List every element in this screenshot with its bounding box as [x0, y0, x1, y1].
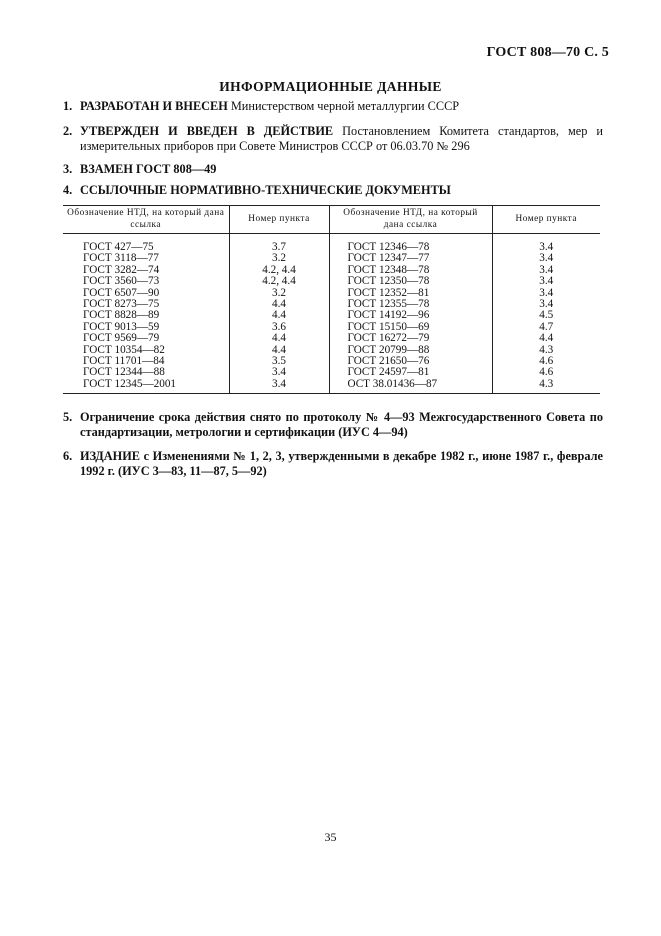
- designation-cell: ГОСТ 8828—89: [63, 310, 229, 321]
- item-lead: ИЗДАНИЕ: [80, 449, 140, 463]
- table-body: [63, 234, 600, 394]
- clause-cell: 3.6: [229, 322, 329, 333]
- clause-cell: 3.4: [539, 252, 554, 265]
- clause-cell: 4.6: [539, 366, 554, 379]
- clause-cell: 3.2: [229, 288, 329, 299]
- designation-cell: ГОСТ 8273—75: [63, 299, 229, 310]
- clause-cell: 4.2, 4.4: [229, 265, 329, 276]
- clause-cell: 3.4: [539, 241, 554, 253]
- designation-cell: ГОСТ 20799—88: [329, 345, 492, 356]
- clause-cell: 4.4: [229, 333, 329, 344]
- designation-cell: ГОСТ 12344—88: [63, 367, 229, 378]
- table-header-row: [63, 206, 600, 234]
- item-number: 5.: [63, 410, 73, 424]
- designation-cell: ГОСТ 16272—79: [329, 333, 492, 344]
- clause-cell: 3.4: [539, 263, 554, 276]
- designation-cell: ОСТ 38.01436—87: [329, 379, 492, 394]
- designation-cell: ГОСТ 11701—84: [63, 356, 229, 367]
- designation-cell: ГОСТ 12350—78: [329, 276, 492, 287]
- clause-cell: 3.4: [539, 286, 554, 299]
- designation-cell: ГОСТ 9569—79: [63, 333, 229, 344]
- designation-cell: ГОСТ 6507—90: [63, 288, 229, 299]
- page-header: ГОСТ 808—70 С. 5: [486, 45, 609, 60]
- clause-cell: 4.3: [539, 343, 554, 356]
- item-text: Постановлением Комитета стандартов, мер и измерительных приборов при Совете Министров СССР от 06.03.70 № 296: [80, 124, 603, 153]
- item-text: Министерством черной металлургии СССР: [227, 99, 460, 113]
- clause-cell: 3.2: [229, 253, 329, 264]
- info-item-edition: [63, 449, 603, 479]
- item-lead: РАЗРАБОТАН И ВНЕСЕН: [80, 99, 228, 113]
- table-row: [63, 379, 600, 394]
- column-header-designation: Обозначение НТД, на который дана ссылка: [63, 206, 229, 234]
- item-lead: ССЫЛОЧНЫЕ НОРМАТИВНО-ТЕХНИЧЕСКИЕ ДОКУМЕНТЫ: [80, 183, 451, 197]
- designation-cell: ГОСТ 21650—76: [329, 356, 492, 367]
- item-number: 1.: [63, 99, 73, 113]
- clause-cell: 3.4: [539, 275, 554, 288]
- designation-cell: ГОСТ 12355—78: [329, 299, 492, 310]
- designation-cell: ГОСТ 12348—78: [329, 265, 492, 276]
- reference-documents-table: [63, 205, 600, 394]
- designation-cell: ГОСТ 3560—73: [63, 276, 229, 287]
- item-number: 2.: [63, 124, 73, 138]
- table-row: [63, 333, 600, 344]
- item-number: 4.: [63, 183, 73, 197]
- clause-cell: 3.5: [229, 356, 329, 367]
- item-lead: ВЗАМЕН ГОСТ 808—49: [80, 162, 217, 176]
- clause-cell: 3.4: [229, 379, 329, 394]
- info-item-approved: [63, 124, 603, 154]
- section-title: ИНФОРМАЦИОННЫЕ ДАННЫЕ: [219, 79, 442, 94]
- designation-cell: ГОСТ 12347—77: [329, 253, 492, 264]
- info-item-references: [63, 183, 603, 198]
- item-text: с Изменениями № 1, 2, 3, утвержденными в декабре 1982 г., июне 1987 г., феврале 1992 г. (ИУС 3—83, 11—87, 5—92): [80, 449, 603, 478]
- clause-cell: 4.4: [539, 332, 554, 345]
- item-lead: УТВЕРЖДЕН И ВВЕДЕН В ДЕЙСТВИЕ: [80, 124, 334, 138]
- designation-cell: ГОСТ 24597—81: [329, 367, 492, 378]
- clause-cell: 4.4: [229, 299, 329, 310]
- clause-cell: 4.7: [539, 320, 554, 333]
- clause-cell: 4.4: [229, 345, 329, 356]
- column-header-clause: Номер пункта: [229, 206, 329, 234]
- clause-cell: 4.3: [492, 379, 600, 394]
- designation-cell: ГОСТ 12345—2001: [63, 379, 229, 394]
- clause-cell: 3.7: [229, 234, 329, 254]
- item-number: 6.: [63, 449, 73, 463]
- designation-cell: ГОСТ 3118—77: [63, 253, 229, 264]
- clause-cell: 3.4: [539, 298, 554, 311]
- clause-cell: 4.5: [539, 309, 554, 322]
- clause-cell: 3.4: [229, 367, 329, 378]
- clause-cell: 4.6: [539, 355, 554, 368]
- item-number: 3.: [63, 162, 73, 176]
- designation-cell: ГОСТ 3282—74: [63, 265, 229, 276]
- designation-cell: ГОСТ 15150—69: [329, 322, 492, 333]
- info-item-validity: [63, 410, 603, 440]
- item-text: Ограничение срока действия снято по протоколу № 4—93 Межгосударственного Совета по стандартизации, метрологии и сертификации (ИУС 4—94): [80, 410, 603, 439]
- designation-cell: ГОСТ 12352—81: [329, 288, 492, 299]
- designation-cell: ГОСТ 427—75: [63, 234, 229, 254]
- designation-cell: ГОСТ 12346—78: [329, 234, 492, 254]
- designation-cell: ГОСТ 14192—96: [329, 310, 492, 321]
- column-header-clause: Номер пункта: [492, 206, 600, 234]
- info-item-replaces: [63, 162, 603, 177]
- info-item-developed: [63, 99, 603, 114]
- designation-cell: ГОСТ 9013—59: [63, 322, 229, 333]
- column-header-designation: Обозначение НТД, на который дана ссылка: [329, 206, 492, 234]
- designation-cell: ГОСТ 10354—82: [63, 345, 229, 356]
- clause-cell: 4.2, 4.4: [229, 276, 329, 287]
- page-number: 35: [324, 830, 337, 844]
- clause-cell: 4.4: [229, 310, 329, 321]
- table-row: [63, 234, 600, 254]
- table-row: [63, 276, 600, 287]
